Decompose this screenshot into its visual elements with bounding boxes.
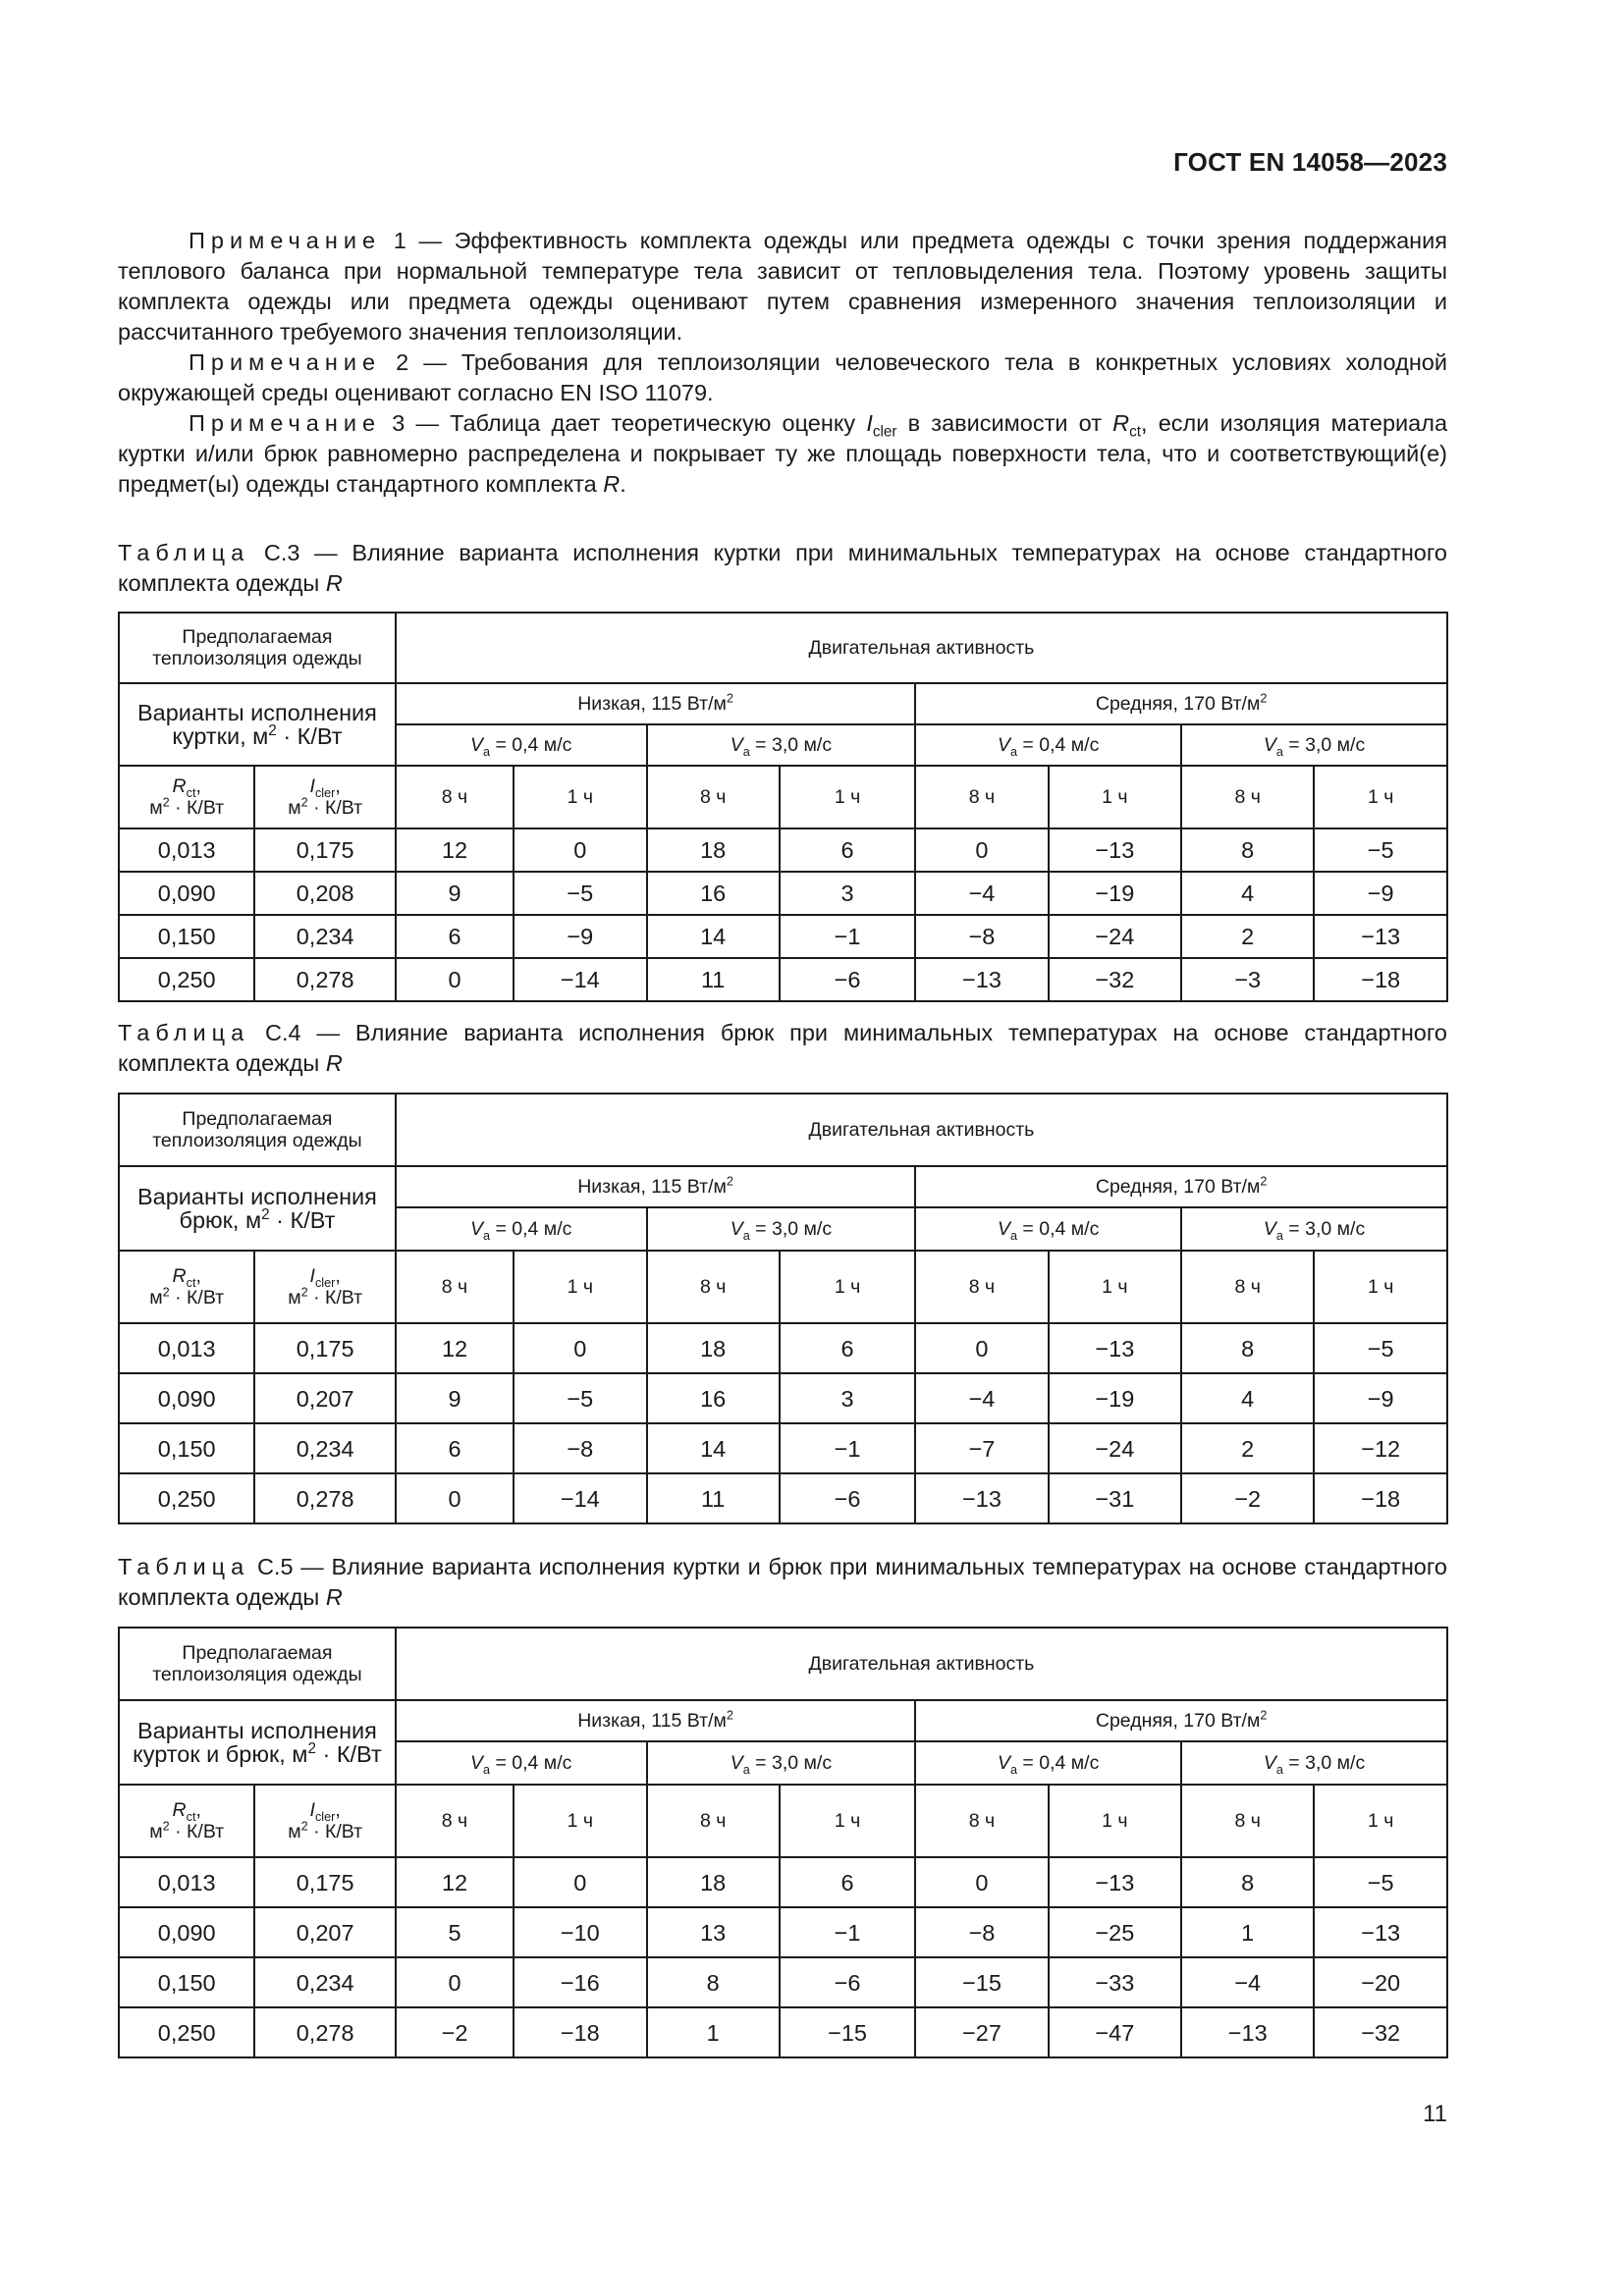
header-rct: $R_{ct}$, $м^2 \cdot К/Вт$	[119, 766, 254, 828]
header-1h: 1 ч	[1314, 766, 1447, 828]
table-cell: 0	[396, 1957, 514, 2007]
table-row	[119, 1473, 1447, 1523]
table-cell: −13	[1049, 828, 1181, 872]
header-8h: 8 ч	[915, 1785, 1048, 1857]
table-caption: Таблица C.4 — Влияние варианта исполнения брюк при минимальных температурах на основе стандартного комплекта одежды R	[118, 1020, 1447, 1076]
header-air-speed: $V_a = 0,4$ м/с	[396, 1207, 647, 1251]
table-cell: −6	[780, 958, 915, 1001]
header-8h: 8 ч	[915, 1251, 1048, 1323]
table-cell: 0	[514, 1323, 646, 1373]
header-1h: 1 ч	[1314, 1785, 1447, 1857]
header-rct: $R_{ct}$, $м^2 \cdot К/Вт$	[119, 1251, 254, 1323]
table-caption: Таблица C.3 — Влияние варианта исполнения куртки при минимальных температурах на основе стандартного комплекта одежды R	[118, 540, 1448, 596]
header-activity: Двигательная активность	[396, 1628, 1447, 1700]
table-cell: −7	[915, 1423, 1048, 1473]
table-cell: −27	[915, 2007, 1048, 2057]
table-cell: −47	[1049, 2007, 1181, 2057]
header-8h: 8 ч	[396, 1785, 514, 1857]
header-air-speed: $V_a = 3,0$ м/с	[1181, 1741, 1447, 1785]
table-caption: Таблица C.5 — Влияние варианта исполнения куртки и брюк при минимальных температурах на основе стандартного комплекта одежды R	[118, 1554, 1448, 1610]
table-cell: −12	[1314, 1423, 1447, 1473]
table-cell: 0,278	[254, 2007, 395, 2057]
note-1: Примечание 1 — Эффективность комплекта одежды или предмета одежды с точки зрения поддержания теплового баланса при нормальной температуре тела зависит от тепловыделения тела. Поэтому уровень защиты комплекта одежды или предмета одежды оценивают путем сравнения измеренного значения теплоизоляции и рассчитанного требуемого значения теплоизоляции.	[118, 228, 1448, 345]
table-cell: 0	[396, 1473, 514, 1523]
header-air-speed: $V_a = 3,0$ м/с	[647, 1741, 916, 1785]
note-label: Примечание	[189, 228, 382, 253]
table-cell: 8	[1181, 1857, 1314, 1907]
header-activity: Двигательная активность	[396, 1094, 1447, 1166]
table-cell: −15	[780, 2007, 915, 2057]
table-cell: −13	[915, 1473, 1048, 1523]
table-row	[119, 1373, 1447, 1423]
table-cell: −8	[915, 915, 1048, 958]
table-cell: −5	[1314, 828, 1447, 872]
table-cell: −5	[1314, 1323, 1447, 1373]
table-cell: −3	[1181, 958, 1314, 1001]
table-cell: −31	[1049, 1473, 1181, 1523]
header-air-speed: $V_a = 3,0$ м/с	[647, 1207, 916, 1251]
table-cell: 0,175	[254, 1323, 395, 1373]
data-table	[118, 1627, 1448, 2058]
table-cell: 0,013	[119, 1857, 254, 1907]
header-1h: 1 ч	[1049, 1785, 1181, 1857]
table-cell: −4	[1181, 1957, 1314, 2007]
table-cell: −4	[915, 1373, 1048, 1423]
table-row	[119, 1907, 1447, 1957]
table-row	[119, 915, 1447, 958]
table-cell: −15	[915, 1957, 1048, 2007]
table-cell: 0,090	[119, 1373, 254, 1423]
table-cell: −9	[1314, 872, 1447, 915]
header-medium: Средняя, 170 $Вт/м^2$	[915, 1700, 1447, 1741]
table-row	[119, 1423, 1447, 1473]
table-cell: 18	[647, 828, 780, 872]
table-cell: 4	[1181, 1373, 1314, 1423]
header-8h: 8 ч	[647, 766, 780, 828]
table-cell: −13	[915, 958, 1048, 1001]
table-cell: 0,150	[119, 915, 254, 958]
table-row	[119, 872, 1447, 915]
table-cell: 0,090	[119, 872, 254, 915]
table-cell: −24	[1049, 1423, 1181, 1473]
table-cell: −18	[1314, 958, 1447, 1001]
header-activity: Двигательная активность	[396, 613, 1447, 683]
table-cell: 2	[1181, 915, 1314, 958]
table-cell: 12	[396, 828, 514, 872]
header-insulation: Предполагаемая теплоизоляция одежды	[119, 1628, 396, 1700]
table-cell: −32	[1314, 2007, 1447, 2057]
note-label: Примечание	[189, 349, 382, 375]
table-cell: −24	[1049, 915, 1181, 958]
table-cell: −18	[1314, 1473, 1447, 1523]
header-icler: $I_{cler}$, $м^2 \cdot К/Вт$	[254, 1251, 395, 1323]
table-cell: 0,175	[254, 828, 395, 872]
header-low: Низкая, 115 $Вт/м^2$	[396, 683, 915, 724]
table-cell: 0	[915, 1857, 1048, 1907]
table-row	[119, 1323, 1447, 1373]
table-cell: 0,013	[119, 1323, 254, 1373]
header-8h: 8 ч	[915, 766, 1048, 828]
table-cell: 0,090	[119, 1907, 254, 1957]
table-cell: −32	[1049, 958, 1181, 1001]
table-cell: −20	[1314, 1957, 1447, 2007]
table-cell: 0,150	[119, 1957, 254, 2007]
table-cell: 6	[780, 1323, 915, 1373]
table-cell: 3	[780, 872, 915, 915]
header-1h: 1 ч	[780, 1785, 915, 1857]
table-cell: 12	[396, 1857, 514, 1907]
header-1h: 1 ч	[1049, 766, 1181, 828]
table-cell: −1	[780, 1907, 915, 1957]
header-8h: 8 ч	[1181, 1785, 1314, 1857]
table-cell: 0	[514, 1857, 646, 1907]
table-cell: 0,278	[254, 958, 395, 1001]
table-cell: −5	[514, 1373, 646, 1423]
table-cell: 13	[647, 1907, 780, 1957]
header-insulation: Предполагаемая теплоизоляция одежды	[119, 1094, 396, 1166]
table-cell: −8	[514, 1423, 646, 1473]
table-cell: 6	[780, 1857, 915, 1907]
header-1h: 1 ч	[1314, 1251, 1447, 1323]
table-cell: −13	[1314, 1907, 1447, 1957]
document-header: ГОСТ EN 14058—2023	[1173, 147, 1447, 177]
table-cell: 8	[1181, 1323, 1314, 1373]
table-cell: 0,250	[119, 958, 254, 1001]
table-cell: −18	[514, 2007, 646, 2057]
table-cell: −9	[514, 915, 646, 958]
table-cell: 0	[396, 958, 514, 1001]
table-cell: 4	[1181, 872, 1314, 915]
header-air-speed: $V_a = 0,4$ м/с	[396, 1741, 647, 1785]
table-cell: −10	[514, 1907, 646, 1957]
table-cell: −5	[1314, 1857, 1447, 1907]
header-1h: 1 ч	[1049, 1251, 1181, 1323]
table-cell: 16	[647, 872, 780, 915]
table-cell: −1	[780, 915, 915, 958]
table-cell: 0,234	[254, 1957, 395, 2007]
table-cell: 6	[780, 828, 915, 872]
data-table	[118, 1093, 1448, 1524]
notes-block	[118, 226, 1447, 500]
header-rct: $R_{ct}$, $м^2 \cdot К/Вт$	[119, 1785, 254, 1857]
table-cell: 0,013	[119, 828, 254, 872]
table-row	[119, 2007, 1447, 2057]
header-8h: 8 ч	[396, 1251, 514, 1323]
table-cell: 14	[647, 915, 780, 958]
table-cell: 0,207	[254, 1373, 395, 1423]
header-medium: Средняя, 170 $Вт/м^2$	[915, 683, 1447, 724]
table-cell: 18	[647, 1857, 780, 1907]
header-1h: 1 ч	[514, 766, 646, 828]
table-cell: −5	[514, 872, 646, 915]
header-low: Низкая, 115 $Вт/м^2$	[396, 1166, 915, 1207]
header-8h: 8 ч	[647, 1785, 780, 1857]
table-cell: −6	[780, 1473, 915, 1523]
table-cell: 0	[915, 1323, 1048, 1373]
table-cell: 0,250	[119, 1473, 254, 1523]
table-cell: 0,208	[254, 872, 395, 915]
table-row	[119, 958, 1447, 1001]
table-cell: 0	[514, 828, 646, 872]
table-cell: 6	[396, 915, 514, 958]
table-cell: 11	[647, 1473, 780, 1523]
table-cell: 1	[1181, 1907, 1314, 1957]
table-cell: 0,234	[254, 915, 395, 958]
header-1h: 1 ч	[514, 1785, 646, 1857]
header-air-speed: $V_a = 0,4$ м/с	[915, 1741, 1181, 1785]
table-cell: 2	[1181, 1423, 1314, 1473]
table-cell: 12	[396, 1323, 514, 1373]
table-cell: −19	[1049, 1373, 1181, 1423]
table-cell: −19	[1049, 872, 1181, 915]
page-number: 11	[1423, 2101, 1447, 2127]
table-cell: 11	[647, 958, 780, 1001]
header-1h: 1 ч	[780, 766, 915, 828]
table-cell: −25	[1049, 1907, 1181, 1957]
table-cell: 9	[396, 1373, 514, 1423]
table-cell: 3	[780, 1373, 915, 1423]
table-cell: −1	[780, 1423, 915, 1473]
note-3: Примечание 3 — Таблица дает теоретическую оценку $I_{cler}$ в зависимости от $R_{ct}$, если изоляция материала куртки и/или брюк равномерно распределена и покрывает ту же площадь поверхности тела, что и соответствующий(е) предмет(ы) одежды стандартного комплекта R.	[118, 410, 1448, 497]
header-8h: 8 ч	[647, 1251, 780, 1323]
table-cell: −13	[1181, 2007, 1314, 2057]
table-row	[119, 1957, 1447, 2007]
table-cell: 9	[396, 872, 514, 915]
table-cell: −6	[780, 1957, 915, 2007]
header-air-speed: $V_a = 3,0$ м/с	[1181, 724, 1447, 766]
header-variants: Варианты исполнения брюк, $м^2 \cdot К/Вт$	[119, 1166, 396, 1251]
table-cell: −13	[1049, 1323, 1181, 1373]
header-icler: $I_{cler}$, $м^2 \cdot К/Вт$	[254, 766, 395, 828]
header-air-speed: $V_a = 0,4$ м/с	[915, 1207, 1181, 1251]
header-medium: Средняя, 170 $Вт/м^2$	[915, 1166, 1447, 1207]
table-cell: 16	[647, 1373, 780, 1423]
table-cell: −4	[915, 872, 1048, 915]
header-1h: 1 ч	[780, 1251, 915, 1323]
table-cell: 0	[915, 828, 1048, 872]
table-cell: 14	[647, 1423, 780, 1473]
table-cell: −13	[1049, 1857, 1181, 1907]
table-cell: 0,150	[119, 1423, 254, 1473]
table-cell: −14	[514, 1473, 646, 1523]
header-8h: 8 ч	[396, 766, 514, 828]
table-cell: 8	[647, 1957, 780, 2007]
data-table	[118, 612, 1448, 1002]
table-cell: 18	[647, 1323, 780, 1373]
header-variants: Варианты исполнения курток и брюк, $м^2 \cdot К/Вт$	[119, 1700, 396, 1785]
table-cell: −14	[514, 958, 646, 1001]
header-air-speed: $V_a = 3,0$ м/с	[647, 724, 916, 766]
header-1h: 1 ч	[514, 1251, 646, 1323]
note-label: Примечание	[189, 410, 382, 436]
table-cell: 8	[1181, 828, 1314, 872]
table-cell: −16	[514, 1957, 646, 2007]
table-cell: 0,207	[254, 1907, 395, 1957]
header-air-speed: $V_a = 0,4$ м/с	[915, 724, 1181, 766]
table-cell: −2	[1181, 1473, 1314, 1523]
header-8h: 8 ч	[1181, 1251, 1314, 1323]
table-cell: 0,278	[254, 1473, 395, 1523]
table-cell: 6	[396, 1423, 514, 1473]
table-cell: 5	[396, 1907, 514, 1957]
table-cell: 1	[647, 2007, 780, 2057]
header-air-speed: $V_a = 3,0$ м/с	[1181, 1207, 1447, 1251]
header-insulation: Предполагаемая теплоизоляция одежды	[119, 613, 396, 683]
note-2: Примечание 2 — Требования для теплоизоляции человеческого тела в конкретных условиях холодной окружающей среды оценивают согласно EN ISO 11079.	[118, 349, 1448, 405]
table-cell: 0,175	[254, 1857, 395, 1907]
table-row	[119, 828, 1447, 872]
header-low: Низкая, 115 $Вт/м^2$	[396, 1700, 915, 1741]
header-8h: 8 ч	[1181, 766, 1314, 828]
table-cell: −9	[1314, 1373, 1447, 1423]
table-row	[119, 1857, 1447, 1907]
table-cell: 0,250	[119, 2007, 254, 2057]
table-cell: −33	[1049, 1957, 1181, 2007]
table-cell: −8	[915, 1907, 1048, 1957]
table-cell: −2	[396, 2007, 514, 2057]
table-cell: −13	[1314, 915, 1447, 958]
header-icler: $I_{cler}$, $м^2 \cdot К/Вт$	[254, 1785, 395, 1857]
table-cell: 0,234	[254, 1423, 395, 1473]
header-variants: Варианты исполнения куртки, $м^2 \cdot К/Вт$	[119, 683, 396, 766]
header-air-speed: $V_a = 0,4$ м/с	[396, 724, 647, 766]
